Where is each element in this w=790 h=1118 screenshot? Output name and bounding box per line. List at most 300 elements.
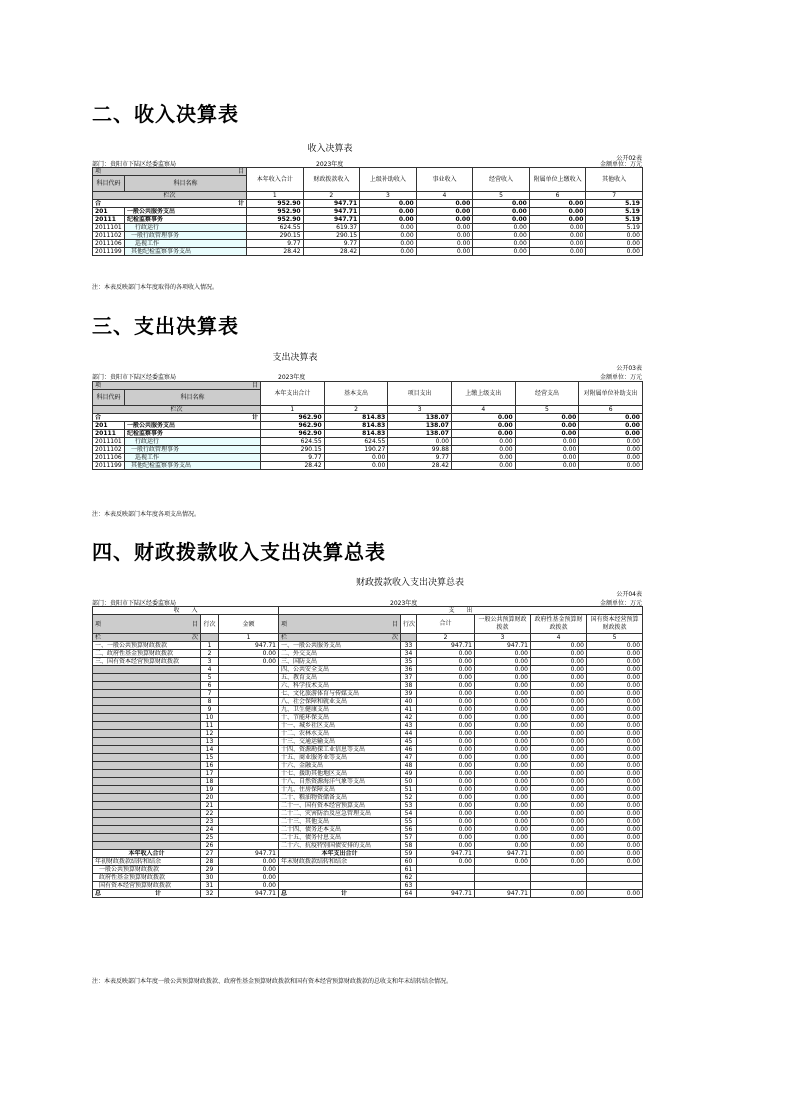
income-item: 一、一般公共预算财政拨款 xyxy=(93,642,201,650)
section-title-income: 二、收入决算表 xyxy=(92,102,239,126)
expense-amount: 0.00 xyxy=(531,818,587,826)
header-mu-label: 目 xyxy=(191,620,198,628)
row-value: 0.00 xyxy=(515,454,579,462)
income-item xyxy=(93,842,201,850)
seq-number: 4 xyxy=(451,406,515,414)
row-value: 5.19 xyxy=(586,216,643,224)
expense-row-no: 40 xyxy=(401,698,417,706)
income-unit: 金额单位：万元 xyxy=(599,161,642,168)
fiscal-table-title: 财政拨款收入支出决算总表 xyxy=(355,578,464,588)
row-value: 5.19 xyxy=(586,224,643,232)
row-value: 0.00 xyxy=(586,248,643,256)
income-amount: 0.00 xyxy=(219,882,279,890)
row-value: 0.00 xyxy=(360,208,417,216)
expense-amount: 0.00 xyxy=(531,858,587,866)
expense-amount: 0.00 xyxy=(475,810,531,818)
expense-note: 注：本表反映部门本年度各项支出情况。 xyxy=(92,511,201,518)
expense-amount: 0.00 xyxy=(475,818,531,826)
expense-amount: 0.00 xyxy=(475,842,531,850)
expense-item: 七、文化旅游体育与传媒支出 xyxy=(279,690,401,698)
row-value: 0.00 xyxy=(451,414,515,422)
row-value: 0.00 xyxy=(529,224,586,232)
income-row-no: 16 xyxy=(201,762,219,770)
expense-row-no: 52 xyxy=(401,794,417,802)
fiscal-row xyxy=(93,842,643,850)
expense-amount: 0.00 xyxy=(587,682,643,690)
expense-row-no: 59 xyxy=(401,850,417,858)
expense-amount: 0.00 xyxy=(417,858,475,866)
column-header-row-no: 行次 xyxy=(401,615,417,634)
expense-row-no: 43 xyxy=(401,722,417,730)
expense-table xyxy=(92,381,643,470)
income-amount xyxy=(219,690,279,698)
expense-amount: 0.00 xyxy=(587,794,643,802)
expense-amount: 947.71 xyxy=(475,890,531,898)
row-name: 行政运行 xyxy=(125,438,261,446)
income-amount xyxy=(219,834,279,842)
row-value: 0.00 xyxy=(473,248,530,256)
income-item: 年初财政拨款结转和结余 xyxy=(93,858,201,866)
income-row-no: 30 xyxy=(201,874,219,882)
row-value: 0.00 xyxy=(416,224,473,232)
income-item xyxy=(93,738,201,746)
expense-amount: 0.00 xyxy=(587,698,643,706)
column-header: 项目支出 xyxy=(388,382,452,406)
expense-amount: 0.00 xyxy=(531,778,587,786)
expense-amount: 0.00 xyxy=(417,842,475,850)
seq-label-b: 次 xyxy=(191,634,198,641)
row-name: 一般公共服务支出 xyxy=(125,422,261,430)
row-value: 0.00 xyxy=(416,248,473,256)
expense-item: 一、一般公共服务支出 xyxy=(279,642,401,650)
expense-item: 十六、金融支出 xyxy=(279,762,401,770)
income-note: 注：本表反映部门本年度取得的各项收入情况。 xyxy=(92,284,219,291)
row-value: 0.00 xyxy=(473,208,530,216)
expense-amount: 0.00 xyxy=(587,690,643,698)
column-header: 其他收入 xyxy=(586,168,643,192)
row-value: 0.00 xyxy=(360,232,417,240)
expense-amount: 0.00 xyxy=(531,754,587,762)
row-value: 0.00 xyxy=(586,240,643,248)
column-header: 合计 xyxy=(417,615,475,634)
row-value: 0.00 xyxy=(529,208,586,216)
expense-year: 2023年度 xyxy=(278,374,306,381)
income-amount xyxy=(219,802,279,810)
row-value: 624.55 xyxy=(324,438,388,446)
expense-amount: 947.71 xyxy=(475,642,531,650)
table-row xyxy=(93,216,643,224)
income-item xyxy=(93,690,201,698)
fiscal-row xyxy=(93,818,643,826)
expense-amount: 0.00 xyxy=(475,762,531,770)
fiscal-row xyxy=(93,866,643,874)
table-row xyxy=(93,248,643,256)
row-value: 9.77 xyxy=(303,240,360,248)
income-amount: 0.00 xyxy=(219,866,279,874)
expense-row-no: 45 xyxy=(401,738,417,746)
row-value: 28.42 xyxy=(261,462,325,470)
income-amount xyxy=(219,666,279,674)
expense-amount: 0.00 xyxy=(531,650,587,658)
seq-label-a: 栏 xyxy=(281,634,288,641)
income-row-no: 19 xyxy=(201,786,219,794)
expense-amount: 0.00 xyxy=(417,826,475,834)
row-value: 138.07 xyxy=(388,430,452,438)
row-value: 0.00 xyxy=(324,454,388,462)
expense-amount: 0.00 xyxy=(417,706,475,714)
expense-amount: 0.00 xyxy=(475,802,531,810)
income-amount xyxy=(219,754,279,762)
fiscal-row xyxy=(93,666,643,674)
expense-row-no: 34 xyxy=(401,650,417,658)
expense-amount: 0.00 xyxy=(531,826,587,834)
expense-amount: 0.00 xyxy=(417,834,475,842)
expense-amount: 0.00 xyxy=(587,850,643,858)
row-value: 952.90 xyxy=(247,208,304,216)
table-row xyxy=(93,208,643,216)
row-value: 0.00 xyxy=(586,232,643,240)
income-item xyxy=(93,786,201,794)
income-row-no: 11 xyxy=(201,722,219,730)
expense-amount: 0.00 xyxy=(587,746,643,754)
expense-unit: 金额单位：万元 xyxy=(599,374,642,381)
expense-amount: 0.00 xyxy=(531,714,587,722)
income-item: 二、政府性基金预算财政拨款 xyxy=(93,650,201,658)
income-amount xyxy=(219,818,279,826)
expense-row-no: 51 xyxy=(401,786,417,794)
total-label-a: 合 xyxy=(95,414,102,421)
income-item xyxy=(93,698,201,706)
row-code: 20111 xyxy=(93,430,125,438)
expense-item: 四、公共安全支出 xyxy=(279,666,401,674)
expense-amount: 0.00 xyxy=(531,786,587,794)
table-row xyxy=(93,462,643,470)
row-value: 99.88 xyxy=(388,446,452,454)
row-value: 0.00 xyxy=(515,446,579,454)
table-total-row xyxy=(93,414,643,422)
column-header-name: 科目名称 xyxy=(125,390,261,406)
seq-number: 3 xyxy=(475,634,531,642)
seq-number: 4 xyxy=(531,634,587,642)
fiscal-row xyxy=(93,642,643,650)
header-item-label: 项 xyxy=(95,168,102,175)
row-value: 0.00 xyxy=(451,422,515,430)
income-row-no: 23 xyxy=(201,818,219,826)
expense-dept: 部门：贵阳市下陆区经委监察局 xyxy=(92,374,177,381)
income-row-no: 6 xyxy=(201,682,219,690)
row-value: 952.90 xyxy=(247,216,304,224)
row-code: 2011101 xyxy=(93,438,125,446)
expense-amount: 0.00 xyxy=(587,642,643,650)
income-item xyxy=(93,706,201,714)
row-value: 0.00 xyxy=(416,208,473,216)
income-row-no: 32 xyxy=(201,890,219,898)
fiscal-row xyxy=(93,738,643,746)
column-header: 基本支出 xyxy=(324,382,388,406)
row-value: 0.00 xyxy=(388,438,452,446)
expense-row-no: 58 xyxy=(401,842,417,850)
fiscal-row xyxy=(93,786,643,794)
row-value: 0.00 xyxy=(529,216,586,224)
row-value: 0.00 xyxy=(579,446,643,454)
row-name: 一般行政管理事务 xyxy=(125,232,247,240)
income-amount xyxy=(219,714,279,722)
expense-amount: 0.00 xyxy=(475,706,531,714)
expense-amount xyxy=(475,874,531,882)
income-row-no: 13 xyxy=(201,738,219,746)
expense-item: 十九、住房保障支出 xyxy=(279,786,401,794)
expense-amount: 0.00 xyxy=(417,762,475,770)
expense-item: 五、教育支出 xyxy=(279,674,401,682)
income-row-no: 28 xyxy=(201,858,219,866)
row-value: 624.55 xyxy=(261,438,325,446)
expense-amount: 0.00 xyxy=(587,730,643,738)
income-table-title: 收入决算表 xyxy=(307,144,353,154)
income-item xyxy=(93,666,201,674)
expense-amount: 0.00 xyxy=(531,762,587,770)
income-row-no: 15 xyxy=(201,754,219,762)
row-value: 0.00 xyxy=(360,240,417,248)
expense-amount: 0.00 xyxy=(417,698,475,706)
header-item-mu xyxy=(93,382,261,390)
income-row-no: 10 xyxy=(201,714,219,722)
seq-number: 5 xyxy=(587,634,643,642)
income-row-no: 24 xyxy=(201,826,219,834)
income-row-no: 2 xyxy=(201,650,219,658)
expense-amount: 947.71 xyxy=(417,642,475,650)
column-header-amount: 金额 xyxy=(219,615,279,634)
expense-amount: 0.00 xyxy=(587,778,643,786)
expense-amount: 0.00 xyxy=(475,826,531,834)
table-row xyxy=(93,430,643,438)
expense-item: 十七、援助其他地区支出 xyxy=(279,770,401,778)
expense-amount xyxy=(531,882,587,890)
row-value: 0.00 xyxy=(473,224,530,232)
expense-amount: 0.00 xyxy=(417,802,475,810)
income-amount: 947.71 xyxy=(219,890,279,898)
fiscal-row xyxy=(93,850,643,858)
column-header-code: 科目代码 xyxy=(93,390,125,406)
expense-row-no: 61 xyxy=(401,866,417,874)
expense-amount: 0.00 xyxy=(587,722,643,730)
row-name: 巡视工作 xyxy=(125,454,261,462)
expense-amount: 0.00 xyxy=(531,810,587,818)
seq-blank xyxy=(401,634,417,642)
expense-item: 二十一、国有资本经营预算支出 xyxy=(279,802,401,810)
fiscal-row xyxy=(93,890,643,898)
expense-amount: 0.00 xyxy=(417,794,475,802)
expense-amount: 0.00 xyxy=(531,890,587,898)
expense-amount: 0.00 xyxy=(531,698,587,706)
expense-amount xyxy=(475,866,531,874)
row-value: 0.00 xyxy=(360,200,417,208)
expense-amount: 0.00 xyxy=(587,738,643,746)
expense-row-no: 64 xyxy=(401,890,417,898)
expense-amount: 0.00 xyxy=(417,666,475,674)
income-amount xyxy=(219,794,279,802)
row-code: 2011199 xyxy=(93,462,125,470)
income-item: 政府性基金预算财政拨款 xyxy=(93,874,201,882)
income-item xyxy=(93,818,201,826)
expense-item: 十三、交通运输支出 xyxy=(279,738,401,746)
row-value: 962.90 xyxy=(261,430,325,438)
expense-row-no: 50 xyxy=(401,778,417,786)
column-header-item xyxy=(93,615,201,634)
expense-amount: 0.00 xyxy=(417,682,475,690)
row-value: 0.00 xyxy=(515,438,579,446)
expense-row-no: 44 xyxy=(401,730,417,738)
income-amount xyxy=(219,698,279,706)
row-value: 0.00 xyxy=(324,462,388,470)
row-value: 28.42 xyxy=(247,248,304,256)
income-row-no: 9 xyxy=(201,706,219,714)
row-value: 814.83 xyxy=(324,422,388,430)
income-item: 国有资本经营预算财政拨款 xyxy=(93,882,201,890)
column-header: 上级补助收入 xyxy=(360,168,417,192)
seq-number: 2 xyxy=(324,406,388,414)
row-value: 0.00 xyxy=(579,438,643,446)
income-row-no: 22 xyxy=(201,810,219,818)
row-value: 0.00 xyxy=(360,216,417,224)
seq-number: 1 xyxy=(219,634,279,642)
expense-item: 二十四、债务还本支出 xyxy=(279,826,401,834)
row-value: 0.00 xyxy=(360,248,417,256)
fiscal-row xyxy=(93,690,643,698)
column-header: 国有资本经营预算财政拨款 xyxy=(587,615,643,634)
expense-amount: 0.00 xyxy=(587,658,643,666)
column-header: 政府性基金预算财政拨款 xyxy=(531,615,587,634)
expense-amount: 0.00 xyxy=(417,778,475,786)
expense-item xyxy=(279,882,401,890)
fiscal-row xyxy=(93,698,643,706)
expense-amount: 0.00 xyxy=(531,682,587,690)
column-header: 事业收入 xyxy=(416,168,473,192)
expense-row-no: 37 xyxy=(401,674,417,682)
table-row xyxy=(93,232,643,240)
expense-item: 十八、自然资源海洋气象等支出 xyxy=(279,778,401,786)
expense-amount: 0.00 xyxy=(531,706,587,714)
income-amount xyxy=(219,770,279,778)
fiscal-row xyxy=(93,762,643,770)
income-row-no: 20 xyxy=(201,794,219,802)
expense-amount: 0.00 xyxy=(587,810,643,818)
header-item-label: 项 xyxy=(95,620,102,628)
seq-number: 1 xyxy=(247,192,304,200)
income-amount xyxy=(219,738,279,746)
expense-item: 二、外交支出 xyxy=(279,650,401,658)
expense-amount: 0.00 xyxy=(417,754,475,762)
column-header: 本年收入合计 xyxy=(247,168,304,192)
expense-row-no: 47 xyxy=(401,754,417,762)
income-amount xyxy=(219,706,279,714)
expense-amount: 0.00 xyxy=(475,658,531,666)
fiscal-year: 2023年度 xyxy=(390,600,418,607)
income-item xyxy=(93,802,201,810)
expense-form-no: 公开03表 xyxy=(616,365,642,372)
expense-item: 六、科学技术支出 xyxy=(279,682,401,690)
expense-group-header: 支 出 xyxy=(279,607,643,615)
seq-blank xyxy=(201,634,219,642)
expense-amount: 0.00 xyxy=(417,818,475,826)
expense-row-no: 42 xyxy=(401,714,417,722)
expense-item: 三、国防支出 xyxy=(279,658,401,666)
income-amount xyxy=(219,762,279,770)
seq-label xyxy=(279,634,401,642)
row-value: 962.90 xyxy=(261,422,325,430)
expense-row-no: 48 xyxy=(401,762,417,770)
expense-row-no: 38 xyxy=(401,682,417,690)
income-dept: 部门：贵阳市下陆区经委监察局 xyxy=(92,161,177,168)
fiscal-note: 注：本表反映部门本年度一般公共预算财政拨款、政府性基金预算财政拨款和国有资本经营预算财政拨款的总收支和年末结转结余情况。 xyxy=(92,978,453,985)
expense-row-no: 63 xyxy=(401,882,417,890)
column-header: 经营支出 xyxy=(515,382,579,406)
income-row-no: 26 xyxy=(201,842,219,850)
row-value: 0.00 xyxy=(451,462,515,470)
row-value: 290.15 xyxy=(303,232,360,240)
expense-amount: 947.71 xyxy=(417,850,475,858)
income-amount xyxy=(219,826,279,834)
table-seq-row xyxy=(93,192,643,200)
column-header: 本年支出合计 xyxy=(261,382,325,406)
seq-number: 2 xyxy=(417,634,475,642)
income-row-no: 18 xyxy=(201,778,219,786)
expense-row-no: 62 xyxy=(401,874,417,882)
expense-amount: 0.00 xyxy=(587,890,643,898)
income-item xyxy=(93,770,201,778)
income-amount xyxy=(219,810,279,818)
row-value: 5.19 xyxy=(586,208,643,216)
income-amount: 0.00 xyxy=(219,658,279,666)
expense-row-no: 60 xyxy=(401,858,417,866)
fiscal-row xyxy=(93,802,643,810)
expense-amount: 0.00 xyxy=(475,754,531,762)
expense-amount: 0.00 xyxy=(587,650,643,658)
expense-amount: 0.00 xyxy=(417,674,475,682)
row-name: 巡视工作 xyxy=(125,240,247,248)
row-value: 0.00 xyxy=(473,216,530,224)
column-header: 一般公共预算财政拨款 xyxy=(475,615,531,634)
seq-label-b: 次 xyxy=(391,634,398,641)
fiscal-row xyxy=(93,730,643,738)
seq-number: 7 xyxy=(586,192,643,200)
income-row-no: 21 xyxy=(201,802,219,810)
income-year: 2023年度 xyxy=(316,161,344,168)
total-label-b: 计 xyxy=(251,414,258,421)
total-label xyxy=(93,414,261,422)
income-item xyxy=(93,826,201,834)
expense-amount: 0.00 xyxy=(531,842,587,850)
seq-number: 1 xyxy=(261,406,325,414)
income-amount xyxy=(219,842,279,850)
expense-amount: 0.00 xyxy=(417,738,475,746)
expense-amount: 0.00 xyxy=(587,786,643,794)
row-code: 20111 xyxy=(93,216,125,224)
income-item xyxy=(93,746,201,754)
income-amount xyxy=(219,674,279,682)
row-name: 纪检监察事务 xyxy=(125,216,247,224)
income-row-no: 8 xyxy=(201,698,219,706)
income-item: 一般公共预算财政拨款 xyxy=(93,866,201,874)
expense-amount xyxy=(475,882,531,890)
expense-amount: 947.71 xyxy=(417,890,475,898)
table-total-row xyxy=(93,200,643,208)
expense-amount: 0.00 xyxy=(475,834,531,842)
row-value: 947.71 xyxy=(303,200,360,208)
fiscal-row xyxy=(93,810,643,818)
fiscal-unit: 金额单位：万元 xyxy=(599,600,642,607)
row-value: 0.00 xyxy=(579,430,643,438)
expense-amount: 0.00 xyxy=(587,818,643,826)
